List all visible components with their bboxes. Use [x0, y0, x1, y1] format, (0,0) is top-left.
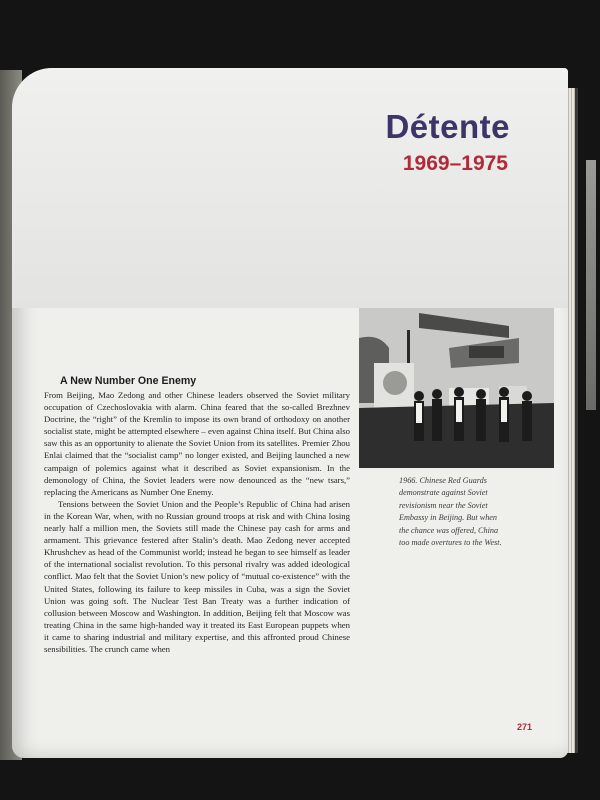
photo-illustration: [359, 308, 554, 468]
chapter-years: 1969–1975: [402, 152, 508, 175]
book-page: [12, 68, 568, 758]
chapter-title: Détente: [385, 108, 510, 145]
paragraph-1: From Beijing, Mao Zedong and other Chinese leaders observed the Soviet military occupation of Czechoslovakia with alarm. China feared that the so-called Brezhnev Doctrine, the “right” of the Kremlin to impose its own brand of orthodoxy on another socialist state, might be attempted elsewhere – even against China itself. But China also saw this as an opportunity to alienate the Soviet Union from its satellites. Premier Zhou Enlai claimed that the “socialist camp” no longer existed, and Beijing launched a new campaign of polemics against what it described as Soviet expansionism. In the demonology of China, the Soviet leaders were now denounced as the “new tsars,” replacing the Americans as Number One Enemy.: [44, 390, 350, 497]
photo-caption: 1966. Chinese Red Guards demonstrate against Soviet revisionism near the Soviet Embassy in Beijing. But when the chance was offered, China too made overtures to the West.: [399, 476, 502, 548]
page-number: 271: [516, 722, 532, 732]
paragraph-2: Tensions between the Soviet Union and the People’s Republic of China had arisen in the Korean War, when, with no Russian ground troops at risk and with China losing nearly half a million men, the Soviets still made the Chinese pay cash for arms and armament. This grievance festered after Stalin’s death. Mao Zedong never accepted Khrushchev as head of the Communist world; instead he began to see himself as leader of the international socialist revolution. To this personal rivalry was added ideological conflict. Mao felt that the Soviet Union’s new policy of “mutual co-existence” with the United States, following its failure to keep missiles in Cuba, was a sign the Soviet Union was going soft. The Nuclear Test Ban Treaty was a further indication of collusion between Moscow and Washington. In addition, Beijing felt that Moscow was treating China in the same high-handed way it treated its East European puppets when it came to sharing industrial and military expertise, and this affronted proud Chinese sensibilities. The crunch came when: [44, 498, 350, 654]
photo-red-guards: [359, 308, 554, 468]
header-band: [12, 68, 568, 308]
background-right: [586, 160, 596, 410]
body-text: [44, 389, 350, 655]
section-heading: A New Number One Enemy: [60, 375, 197, 387]
